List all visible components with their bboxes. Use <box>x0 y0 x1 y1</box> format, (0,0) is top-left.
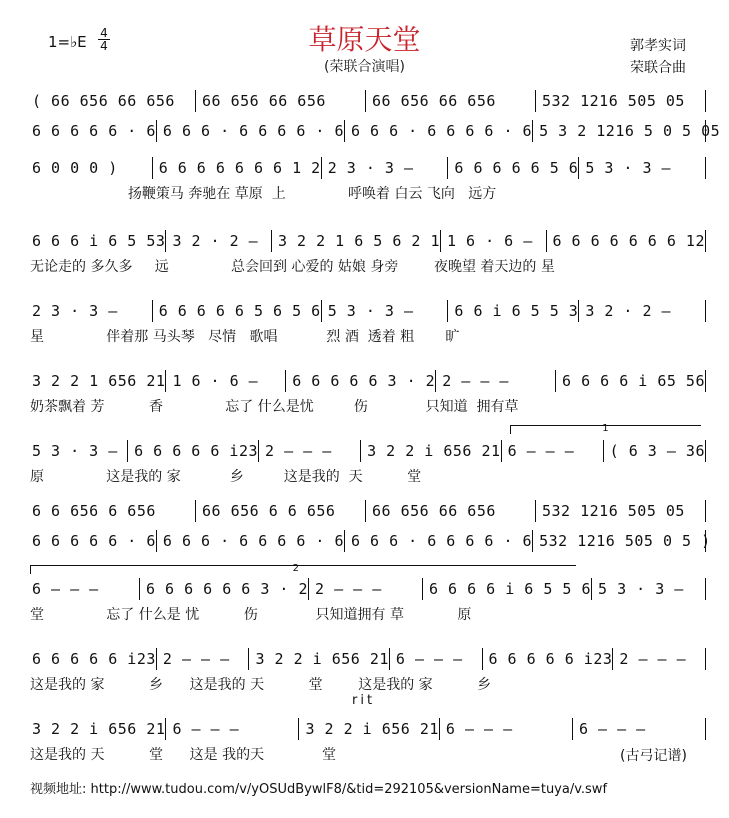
measure: 6 6 656 6 656 <box>32 502 156 520</box>
notation-line <box>30 230 706 252</box>
measure: 5 3 2 1216 5 0 5 05 <box>532 120 720 142</box>
measure: 2 3 · 3 – <box>32 302 118 320</box>
measure: 2 – – – <box>258 440 360 462</box>
notation-line <box>30 120 721 142</box>
performer-note: (荣联合演唱) <box>324 59 405 75</box>
notation-line <box>30 578 706 600</box>
lyric-line: 堂 忘了 什么是 忧 伤 只知道拥有 草 原 <box>30 607 472 623</box>
notation-line <box>30 157 706 179</box>
measure: 6 6 6 6 6 5 6 5 6 <box>152 300 321 322</box>
lyric-line: 这是我的 家 乡 这是我的 天 堂 这是我的 家 乡 <box>30 677 492 693</box>
score-row <box>30 530 711 552</box>
measure: 6 6 6 · 6 6 6 6 · 6 <box>156 530 344 552</box>
measure: 3 2 2 1 6 5 6 2 1 <box>271 230 440 252</box>
measure: 2 – – – <box>612 648 705 670</box>
score-row <box>30 648 705 670</box>
measure: ( 66 656 66 656 <box>32 92 175 110</box>
measure: 6 6 6 6 6 6 6 1 2 <box>152 157 321 179</box>
measure: 66 656 66 656 <box>365 500 535 522</box>
volta-bracket-2 <box>30 565 576 574</box>
key-signature: 1=♭E <box>48 33 87 51</box>
measure: 6 6 6 6 i 6 5 5 6 <box>422 578 591 600</box>
measure: 66 656 66 656 <box>195 90 365 112</box>
measure: 6 6 6 6 i 65 56 <box>555 370 705 392</box>
notation-line <box>30 90 706 112</box>
notation-line <box>30 718 706 740</box>
measure: 5 3 · 3 – <box>321 300 448 322</box>
measure: 6 6 6 6 6 5 6 <box>447 157 578 179</box>
measure: 3 2 2 i 656 21 <box>32 720 166 738</box>
score-row <box>30 370 705 392</box>
measure: 3 2 · 2 – <box>165 230 271 252</box>
notation-line <box>30 648 706 670</box>
measure: 6 – – – <box>439 718 572 740</box>
measure: 532 1216 505 0 5 ) <box>532 530 711 552</box>
song-title: 草原天堂 <box>308 23 421 56</box>
lyric-line: 扬鞭策马 奔驰在 草原 上 呼唤着 白云 飞向 远方 <box>30 186 497 202</box>
score-row <box>30 578 705 600</box>
measure: 3 2 2 1 656 21 <box>32 372 166 390</box>
measure: 6 6 6 6 6 · 6 <box>32 532 156 550</box>
measure: 6 6 6 i 6 5 53 <box>32 232 166 250</box>
measure: 6 6 6 6 6 6 6 12 <box>546 230 706 252</box>
measure: 3 2 · 2 – <box>578 300 705 322</box>
measure: 3 2 2 i 656 21 <box>360 440 500 462</box>
notation-line <box>30 500 706 522</box>
measure: 6 – – – <box>165 718 298 740</box>
volta-number-2: 2 <box>292 563 299 574</box>
lyricist-credit: 郭孝实词 <box>630 38 686 54</box>
measure: 66 656 66 656 <box>365 90 535 112</box>
measure: 2 – – – <box>308 578 422 600</box>
measure: 6 – – – <box>501 440 603 462</box>
measure: 6 6 i 6 5 5 3 <box>447 300 578 322</box>
transcriber-credit: (古弓记谱) <box>620 748 687 764</box>
measure: 532 1216 505 05 <box>535 90 705 112</box>
measure: 3 2 2 i 656 21 <box>248 648 388 670</box>
lyric-line: 奶茶飘着 芳 香 忘了 什么是忧 伤 只知道 拥有草 <box>30 399 519 415</box>
notation-line <box>30 440 706 462</box>
measure: 2 3 · 3 – <box>321 157 448 179</box>
measure: 5 3 · 3 – <box>578 157 705 179</box>
measure: 3 2 2 i 656 21 <box>298 718 438 740</box>
volta-number-1: 1 <box>602 423 609 434</box>
notation-line <box>30 300 706 322</box>
tempo-mark: rit <box>352 693 376 708</box>
notation-line <box>30 530 711 552</box>
measure: 6 6 6 6 6 i23 <box>32 650 156 668</box>
video-link[interactable]: 视频地址: http://www.tudou.com/v/yOSUdBywlF8/&tid=292105&versionName=tuya/v.swf <box>30 782 608 797</box>
measure: 5 3 · 3 – <box>32 442 118 460</box>
measure: 6 6 6 6 6 i23 <box>127 440 258 462</box>
measure: 6 – – – <box>32 580 99 598</box>
measure: 6 6 6 · 6 6 6 6 · 6 <box>344 120 532 142</box>
measure: 1 6 · 6 – <box>165 370 285 392</box>
volta-bracket-1 <box>510 425 701 434</box>
measure: 6 6 6 · 6 6 6 6 · 6 <box>156 120 344 142</box>
meter-bottom: 4 <box>100 39 108 53</box>
notation-line <box>30 370 706 392</box>
score-row <box>30 230 705 252</box>
score-row <box>30 500 705 522</box>
measure: 532 1216 505 05 <box>535 500 705 522</box>
score-row <box>30 300 705 322</box>
measure: 6 0 0 0 ) <box>32 159 118 177</box>
meter-top: 4 <box>98 27 110 40</box>
composer-credit: 荣联合曲 <box>630 60 686 76</box>
measure: 6 – – – <box>389 648 482 670</box>
lyric-line: 星 伴着那 马头琴 尽情 歌唱 烈 酒 透着 粗 旷 <box>30 329 460 345</box>
measure: 6 6 6 6 6 6 3 · 2 <box>139 578 308 600</box>
measure: 6 6 6 6 6 · 6 <box>32 122 156 140</box>
measure: 6 6 6 · 6 6 6 6 · 6 <box>344 530 532 552</box>
measure: 6 – – – <box>572 718 705 740</box>
score-row <box>30 90 705 112</box>
lyric-line: 无论走的 多久多 远 总会回到 心爱的 姑娘 身旁 夜晚望 着天边的 星 <box>30 259 555 275</box>
measure: 2 – – – <box>156 648 249 670</box>
measure: 2 – – – <box>435 370 555 392</box>
lyric-line: 原 这是我的 家 乡 这是我的 天 堂 <box>30 469 422 485</box>
score-row <box>30 440 705 462</box>
lyric-line: 这是我的 天 堂 这是 我的天 堂 <box>30 747 336 763</box>
score-row <box>30 157 705 179</box>
measure: 6 6 6 6 6 3 · 2 <box>285 370 435 392</box>
measure: 5 3 · 3 – <box>591 578 705 600</box>
time-signature <box>98 27 110 52</box>
measure: 6 6 6 6 6 i23 <box>482 648 613 670</box>
measure: 66 656 6 6 656 <box>195 500 365 522</box>
measure: ( 6 3 – 36 <box>603 440 705 462</box>
measure: 1 6 · 6 – <box>440 230 546 252</box>
score-row <box>30 718 705 740</box>
score-row <box>30 120 721 142</box>
